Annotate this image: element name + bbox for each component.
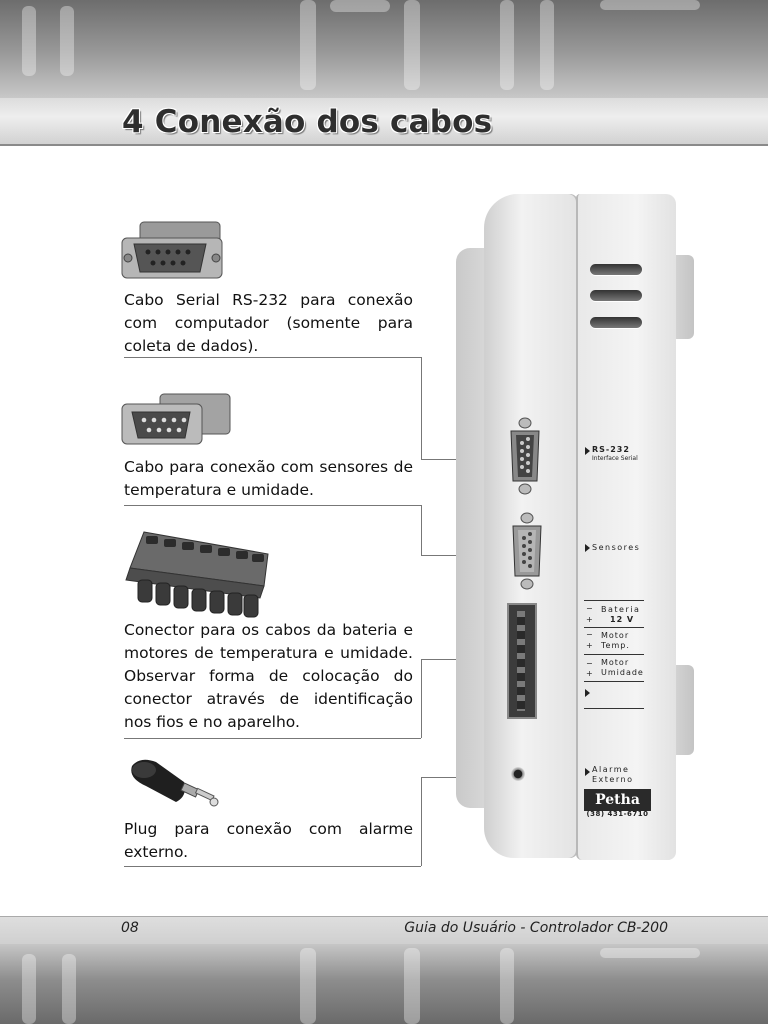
page-number: 08 (121, 920, 139, 936)
motor-temp-sublabel: Temp. (601, 641, 630, 650)
leader-rs232 (421, 357, 422, 459)
guide-title: Guia do Usuário - Controlador CB-200 (404, 920, 668, 936)
plug-description: Plug para conexão com alarme externo. (124, 820, 413, 861)
alarm-label: Alarme (592, 765, 630, 774)
footer-banner (0, 944, 768, 1024)
rs232-description: Cabo Serial RS-232 para conexão com computador (somente para coleta de dados). (124, 291, 413, 355)
motor-umid-label: Motor (601, 658, 630, 667)
terminal-port (507, 603, 537, 719)
battery-voltage: 12 V (610, 615, 635, 624)
rule-connector (124, 738, 421, 739)
brand-phone: (38) 431-6710 (586, 810, 649, 818)
brand-logo: Petha (584, 789, 651, 811)
alarm-sublabel: Externo (592, 775, 634, 784)
header-banner (0, 0, 768, 98)
leader-sensors (421, 505, 422, 555)
sensor-description: Cabo para conexão com sensores de temperatura e umidade. (124, 458, 413, 499)
rs232-port-sublabel: Interface Serial (592, 455, 638, 462)
rule-rs232 (124, 357, 421, 358)
audio-plug-icon (126, 756, 222, 814)
rs232-port (507, 417, 543, 495)
rule-plug (124, 866, 421, 867)
rule-sensors (124, 505, 421, 506)
connector-description: Conector para os cabos da bateria e motores de temperatura e umidade. Observar forma de colocação do conector através de identificação nos fios e no aparelho. (124, 621, 413, 731)
rs232-cable-icon (120, 218, 228, 282)
sensors-port (509, 512, 545, 590)
sensors-port-label: Sensores (592, 543, 641, 552)
motor-umid-sublabel: Umidade (601, 668, 644, 677)
leader-connector (421, 659, 422, 738)
sensor-cable-icon (120, 390, 232, 454)
alarm-jack (511, 767, 525, 781)
terminal-connector-icon (124, 528, 272, 620)
leader-plug (421, 777, 422, 866)
page-title: 4 Conexão dos cabos (122, 104, 493, 140)
rs232-port-label: RS-232 (592, 445, 630, 454)
motor-temp-label: Motor (601, 631, 630, 640)
battery-label: Bateria (601, 605, 641, 614)
